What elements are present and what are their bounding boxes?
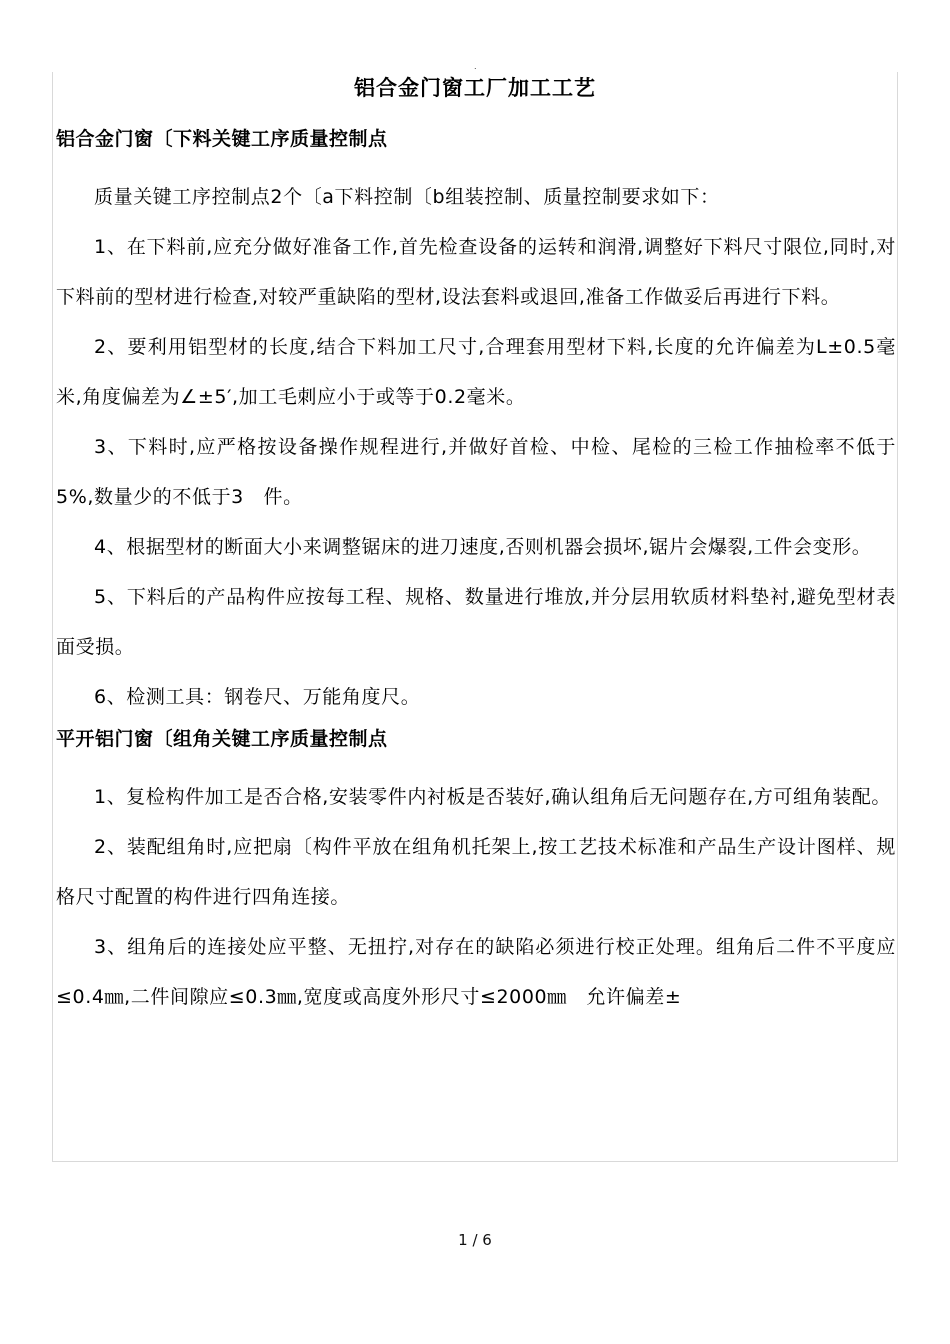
paragraph-cutting-2: 2、要利用铝型材的长度,结合下料加工尺寸,合理套用型材下料,长度的允许偏差为L±0.5毫米,角度偏差为∠±5′,加工毛刺应小于或等于0.2毫米。 bbox=[56, 336, 896, 408]
paragraph-cutting-1: 1、在下料前,应充分做好准备工作,首先检查设备的运转和润滑,调整好下料尺寸限位,同时,对下料前的型材进行检查,对较严重缺陷的型材,设法套料或退回,准备工作做妥后再进行下料。 bbox=[56, 236, 896, 308]
document-body bbox=[56, 122, 896, 1022]
paragraph-intro: 质量关键工序控制点2个〔a下料控制〔b组装控制、质量控制要求如下： bbox=[94, 186, 720, 208]
paragraph-assembly-2: 2、装配组角时,应把扇〔构件平放在组角机托架上,按工艺技术标准和产品生产设计图样、规格尺寸配置的构件进行四角连接。 bbox=[56, 836, 896, 908]
section-heading-cutting: 铝合金门窗〔下料关键工序质量控制点 bbox=[56, 128, 388, 150]
paragraph-cutting-5: 5、下料后的产品构件应按每工程、规格、数量进行堆放,并分层用软质材料垫衬,避免型材表面受损。 bbox=[56, 586, 896, 658]
paragraph-cutting-3: 3、下料时,应严格按设备操作规程进行,并做好首检、中检、尾检的三检工作抽检率不低于5%,数量少的不低于3 件。 bbox=[56, 436, 896, 508]
document-title: 铝合金门窗工厂加工工艺 bbox=[354, 76, 596, 100]
paragraph-cutting-4: 4、根据型材的断面大小来调整锯床的进刀速度,否则机器会损坏,锯片会爆裂,工件会变形。 bbox=[94, 536, 872, 558]
paragraph-assembly-1: 1、复检构件加工是否合格,安装零件内衬板是否装好,确认组角后无问题存在,方可组角装配。 bbox=[94, 786, 892, 808]
section-heading-corner-assembly: 平开铝门窗〔组角关键工序质量控制点 bbox=[56, 728, 388, 750]
paragraph-cutting-6: 6、检测工具：钢卷尺、万能角度尺。 bbox=[94, 686, 421, 708]
page-number: 1 / 6 bbox=[458, 1231, 492, 1249]
header-dot: . bbox=[474, 62, 477, 71]
paragraph-assembly-3: 3、组角后的连接处应平整、无扭拧,对存在的缺陷必须进行校正处理。组角后二件不平度应≤0.4㎜,二件间隙应≤0.3㎜,宽度或高度外形尺寸≤2000㎜ 允许偏差± bbox=[56, 936, 896, 1008]
